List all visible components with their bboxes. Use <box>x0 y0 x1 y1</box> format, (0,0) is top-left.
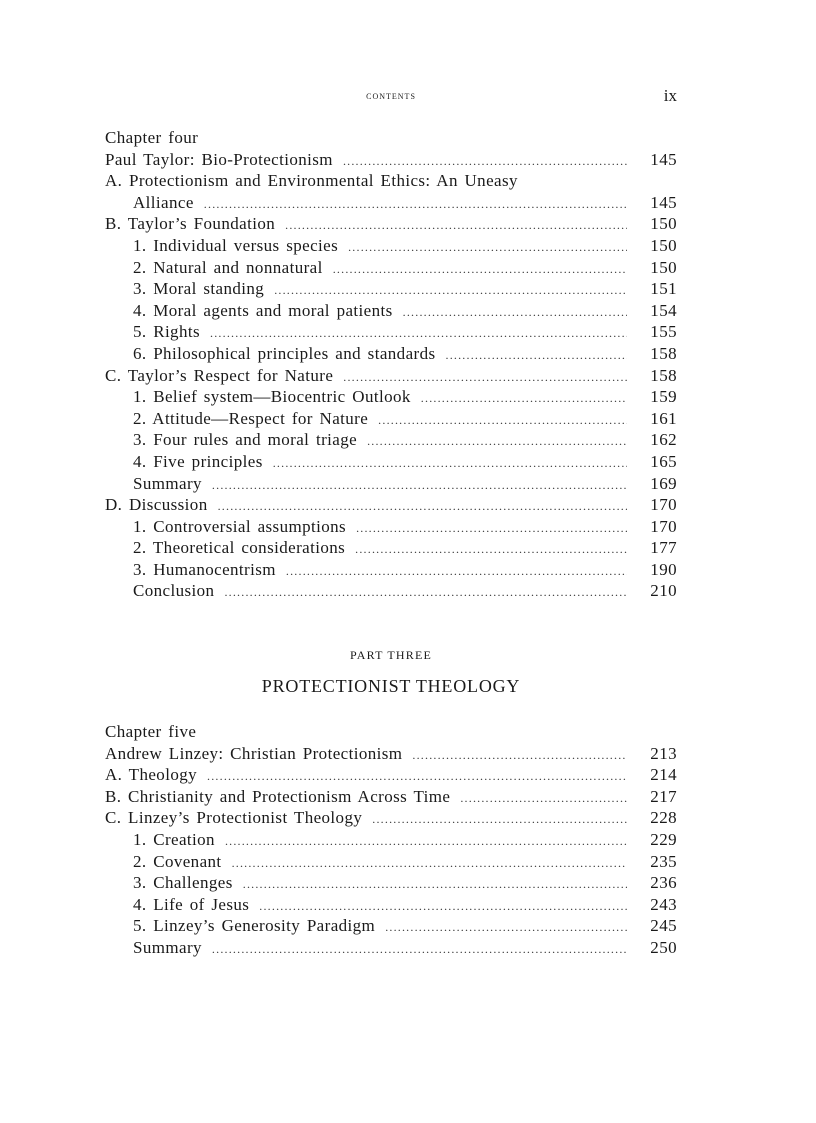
toc-entry-title: 1. Belief system—Biocentric Outlook <box>133 387 411 407</box>
dot-leader <box>460 788 627 810</box>
toc-entry-title: A. Protectionism and Environmental Ethics: An Uneasy <box>105 171 518 191</box>
toc-entry-title: Andrew Linzey: Christian Protectionism <box>105 743 403 763</box>
toc-entry-page: 169 <box>650 473 677 493</box>
toc-entry <box>105 343 677 365</box>
toc-entry-page: 214 <box>650 765 677 785</box>
toc-entry-page: 243 <box>650 894 677 914</box>
chapter-label: Chapter five <box>105 722 197 741</box>
toc-entry <box>105 300 677 322</box>
toc-entry-page: 150 <box>650 257 677 277</box>
toc-entry <box>105 408 677 430</box>
dot-leader <box>372 809 627 831</box>
toc-entry-page: 217 <box>650 786 677 806</box>
toc-entry <box>105 872 677 894</box>
dot-leader <box>225 831 627 853</box>
dot-leader <box>259 896 627 918</box>
toc-entry-title: B. Christianity and Protectionism Across Time <box>105 786 451 806</box>
dot-leader <box>403 302 627 324</box>
toc-entry <box>105 915 677 937</box>
toc-entry-page: 170 <box>650 495 677 515</box>
dot-leader <box>367 431 627 453</box>
toc-entry-page: 145 <box>650 192 677 212</box>
toc-entry-page: 155 <box>650 322 677 342</box>
toc-entry <box>105 764 677 786</box>
dot-leader <box>355 539 627 561</box>
toc-entry-title: 1. Individual versus species <box>133 235 339 255</box>
toc-entry <box>105 559 677 581</box>
chapter-label: Chapter four <box>105 128 199 147</box>
toc-entry-title: 3. Humanocentrism <box>133 559 276 579</box>
dot-leader <box>273 453 627 475</box>
toc-entry <box>105 386 677 408</box>
toc-entry-title: C. Linzey’s Protectionist Theology <box>105 808 363 828</box>
toc-entry-title: Paul Taylor: Bio-Protectionism <box>105 149 333 169</box>
dot-leader <box>224 582 627 604</box>
running-head-title: contents <box>366 90 416 102</box>
toc-entry-page: 165 <box>650 451 677 471</box>
toc-entry-page: 228 <box>650 808 677 828</box>
chapter-five-toc <box>105 721 677 959</box>
toc-entry <box>105 213 677 235</box>
toc-entry <box>105 851 677 873</box>
toc-entry-title: 3. Four rules and moral triage <box>133 430 358 450</box>
toc-entry-page: 210 <box>650 581 677 601</box>
dot-leader <box>274 280 627 302</box>
dot-leader <box>343 367 627 389</box>
part-label: PART THREE <box>349 648 433 662</box>
toc-entry <box>105 743 677 765</box>
toc-entry <box>105 580 677 602</box>
toc-entry-page: 158 <box>650 365 677 385</box>
part-title: PROTECTIONIST THEOLOGY <box>261 676 521 696</box>
toc-entry-title: A. Theology <box>105 765 198 785</box>
toc-entry <box>105 235 677 257</box>
toc-entry <box>105 807 677 829</box>
dot-leader <box>285 215 627 237</box>
toc-entry-title: Conclusion <box>133 581 215 601</box>
toc-entry-title: 6. Philosophical principles and standards <box>133 343 436 363</box>
toc-entry <box>105 170 677 192</box>
toc-entry-page: 145 <box>650 149 677 169</box>
dot-leader <box>412 745 627 767</box>
toc-entry-page: 235 <box>650 851 677 871</box>
toc-entry <box>105 937 677 959</box>
toc-entry-page: 236 <box>650 873 677 893</box>
toc-entry <box>105 894 677 916</box>
dot-leader <box>204 194 627 216</box>
toc-entry-title: 2. Attitude—Respect for Nature <box>133 408 369 428</box>
toc-entry-title: 5. Rights <box>133 322 201 342</box>
toc-entry <box>105 429 677 451</box>
toc-entry-page: 213 <box>650 743 677 763</box>
dot-leader <box>243 874 627 896</box>
page-number: ix <box>663 86 677 105</box>
dot-leader <box>356 518 627 540</box>
toc-entry-title: 3. Moral standing <box>133 279 265 299</box>
toc-entry <box>105 365 677 387</box>
toc-entry-page: 161 <box>650 408 677 428</box>
toc-entry-page: 229 <box>650 829 677 849</box>
dot-leader <box>333 259 627 281</box>
toc-entry-title: Summary <box>133 937 202 957</box>
toc-entry-page: 162 <box>650 430 677 450</box>
toc-entry <box>105 278 677 300</box>
toc-entry-title: 2. Natural and nonnatural <box>133 257 323 277</box>
running-head <box>105 88 677 108</box>
toc-entry-title: 1. Controversial assumptions <box>133 516 347 536</box>
toc-entry-title: 4. Moral agents and moral patients <box>133 300 393 320</box>
chapter-four-toc <box>105 127 677 602</box>
toc-entry-title: C. Taylor’s Respect for Nature <box>105 365 334 385</box>
toc-entry <box>105 786 677 808</box>
toc-entry-page: 150 <box>650 235 677 255</box>
dot-leader <box>207 766 627 788</box>
dot-leader <box>343 151 627 173</box>
dot-leader <box>210 323 627 345</box>
toc-entry-title: Alliance <box>133 192 194 212</box>
toc-entry <box>105 451 677 473</box>
dot-leader <box>348 237 627 259</box>
dot-leader <box>421 388 627 410</box>
toc-entry-title: Summary <box>133 473 202 493</box>
dot-leader <box>212 475 627 497</box>
toc-entry-title: 1. Creation <box>133 829 215 849</box>
toc-entry-page: 151 <box>650 279 677 299</box>
toc-entry-page: 158 <box>650 343 677 363</box>
dot-leader <box>286 561 627 583</box>
toc-entry <box>105 473 677 495</box>
toc-entry-page: 250 <box>650 937 677 957</box>
toc-entry-page: 150 <box>650 214 677 234</box>
toc-entry <box>105 494 677 516</box>
toc-entry-title: 2. Theoretical considerations <box>133 538 346 558</box>
dot-leader <box>378 410 627 432</box>
toc-entry-page: 170 <box>650 516 677 536</box>
dot-leader <box>232 853 627 875</box>
toc-entry-page: 245 <box>650 916 677 936</box>
toc-entry <box>105 516 677 538</box>
dot-leader <box>212 939 627 961</box>
toc-entry-page: 177 <box>650 538 677 558</box>
toc-entry <box>105 257 677 279</box>
dot-leader <box>385 917 627 939</box>
toc-entry-title: 2. Covenant <box>133 851 222 871</box>
dot-leader <box>218 496 627 518</box>
toc-entry-title: 4. Five principles <box>133 451 263 471</box>
dot-leader <box>446 345 628 367</box>
toc-entry <box>105 192 677 214</box>
toc-entry-title: B. Taylor’s Foundation <box>105 214 276 234</box>
toc-entry <box>105 829 677 851</box>
toc-entry-title: 5. Linzey’s Generosity Paradigm <box>133 916 376 936</box>
toc-entry-title: D. Discussion <box>105 495 208 515</box>
toc-entry-page: 159 <box>650 387 677 407</box>
toc-entry-title: 3. Challenges <box>133 873 233 893</box>
toc-entry-title: 4. Life of Jesus <box>133 894 250 914</box>
toc-entry-page: 190 <box>650 559 677 579</box>
toc-entry-page: 154 <box>650 300 677 320</box>
toc-entry <box>105 537 677 559</box>
toc-entry <box>105 321 677 343</box>
toc-entry <box>105 149 677 171</box>
